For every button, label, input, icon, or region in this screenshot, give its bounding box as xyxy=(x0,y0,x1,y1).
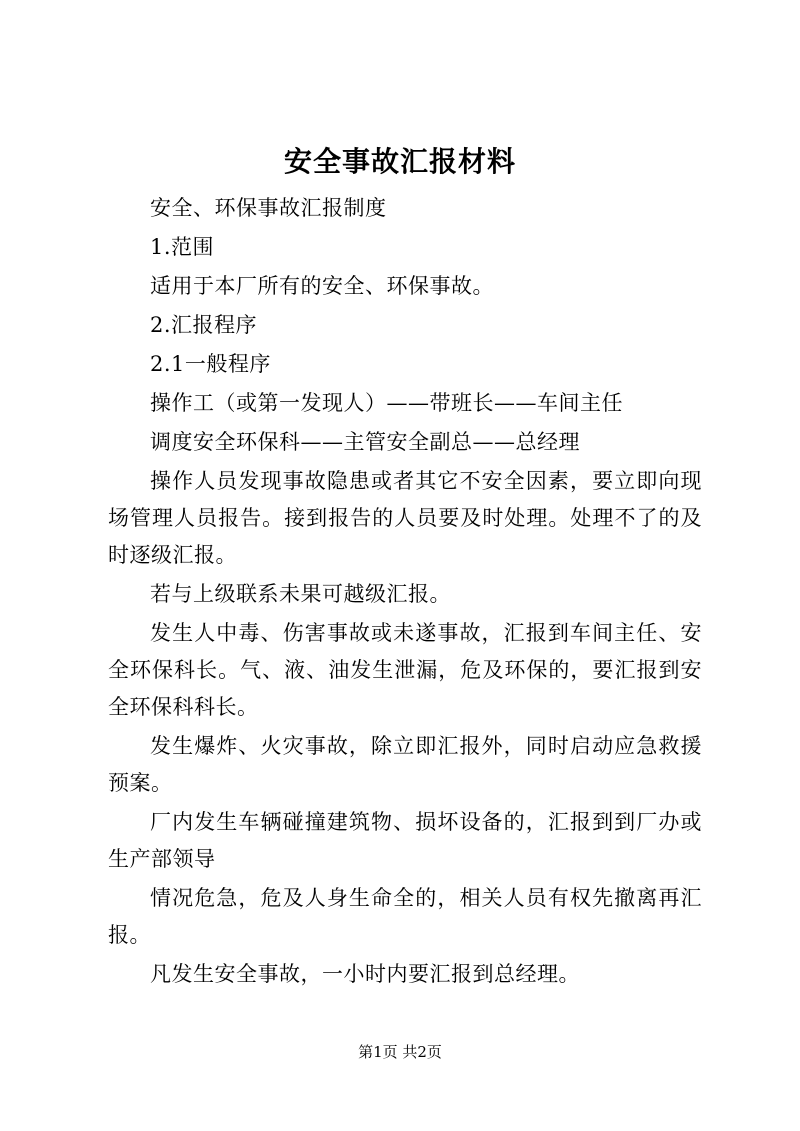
paragraph: 情况危急，危及人身生命全的，相关人员有权先撤离再汇报。 xyxy=(108,886,702,947)
paragraph: 发生人中毒、伤害事故或未遂事故，汇报到车间主任、安全环保科长。气、液、油发生泄漏，危及环保的，要汇报到安全环保科科长。 xyxy=(108,621,702,719)
paragraph: 发生爆炸、火灾事故，除立即汇报外，同时启动应急救援预案。 xyxy=(108,734,702,795)
paragraph: 适用于本厂所有的安全、环保事故。 xyxy=(150,274,494,298)
paragraph: 操作工（或第一发现人）——带班长——车间主任 xyxy=(150,391,623,415)
paragraph: 操作人员发现事故隐患或者其它不安全因素，要立即向现场管理人员报告。接到报告的人员要及时处理。处理不了的及时逐级汇报。 xyxy=(108,469,702,567)
paragraph: 2.汇报程序 xyxy=(150,313,258,337)
page-number-footer: 第1页 共2页 xyxy=(358,1043,442,1061)
paragraph: 厂内发生车辆碰撞建筑物、损坏设备的，汇报到到厂办或生产部领导 xyxy=(108,810,702,871)
document-title: 安全事故汇报材料 xyxy=(283,145,516,178)
paragraph: 2.1一般程序 xyxy=(150,352,271,376)
paragraph: 调度安全环保科——主管安全副总——总经理 xyxy=(150,430,580,454)
paragraph: 安全、环保事故汇报制度 xyxy=(150,196,387,220)
paragraph: 凡发生安全事故，一小时内要汇报到总经理。 xyxy=(150,962,580,986)
paragraph: 1.范围 xyxy=(150,235,215,259)
paragraph: 若与上级联系未果可越级汇报。 xyxy=(150,582,451,606)
document-body xyxy=(108,190,702,995)
